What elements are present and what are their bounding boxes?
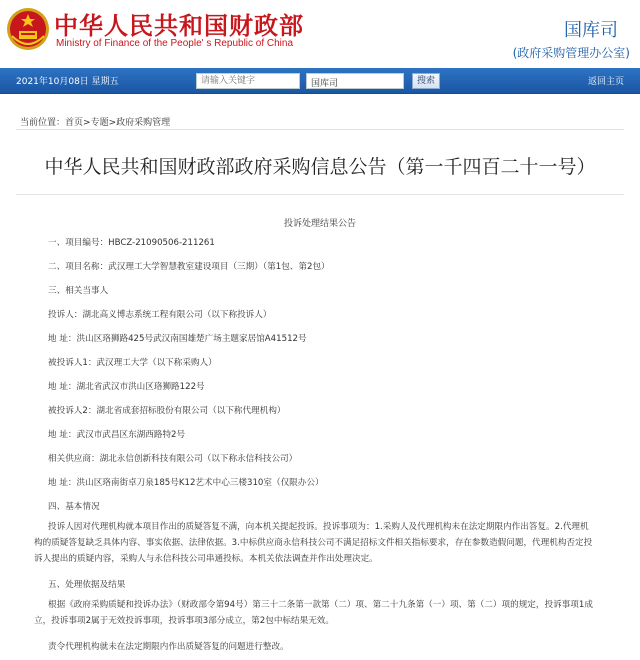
- respondent-1-address: 地 址：湖北省武汉市洪山区珞狮路122号: [48, 382, 205, 392]
- search-input[interactable]: [196, 73, 300, 89]
- basic-info-paragraph: 投诉人因对代理机构就本项目作出的质疑答复不满，向本机关提起投诉。投诉事项为：1.采购人及代理机构未在法定期限内作出答复。2.代理机构的质疑答复缺乏具体内容、事实依据、法律依据。3.中标供应商永信科技公司不满足招标文件相关指标要求，存在参数造假问题，代理机构否定投诉人提出的质疑内容，采购人与永信科技公司串通投标。本机关依法调查并作出处理决定。: [34, 522, 593, 564]
- breadcrumb-prefix: 当前位置：: [20, 118, 66, 128]
- search-scope-field[interactable]: 国库司: [306, 73, 404, 89]
- breadcrumb-item-home[interactable]: 首页: [65, 118, 84, 128]
- national-emblem-icon: [6, 6, 50, 52]
- respondent-2: 被投诉人2：湖北省成套招标股份有限公司（以下称代理机构）: [48, 406, 286, 416]
- breadcrumb-separator: >: [83, 118, 91, 128]
- breadcrumb: [20, 115, 170, 128]
- article-subtitle: 投诉处理结果公告: [283, 219, 356, 229]
- breadcrumb-item-procurement[interactable]: 政府采购管理: [116, 118, 171, 128]
- related-supplier: 相关供应商：湖北永信创新科技有限公司（以下称永信科技公司）: [48, 454, 298, 464]
- related-supplier-address: 地 址：洪山区珞南街卓刀泉185号K12艺术中心三楼310室（仅限办公）: [48, 478, 324, 488]
- rectification-order: 责令代理机构就未在法定期限内作出质疑答复的问题进行整改。: [48, 642, 289, 652]
- department-subtitle: (政府采购管理办公室): [512, 46, 630, 60]
- result-paragraph: 根据《政府采购质疑和投诉办法》（财政部令第94号）第三十二条第一款第（二）项、第二十九条第（一）项、第（二）项的规定，投诉事项1成立，投诉事项2属于无效投诉事项，投诉事项3部分成立，第2包中标结果无效。: [34, 600, 593, 626]
- ministry-name-en: Ministry of Finance of the People' s Republic of China: [56, 38, 294, 49]
- section-heading-basic-info: 四、基本情况: [48, 502, 100, 512]
- divider: [16, 129, 624, 130]
- complainant-address: 地 址：洪山区珞狮路425号武汉南国雄楚广场主题家居馆A41512号: [48, 334, 307, 344]
- project-name: 二、项目名称：武汉理工大学智慧教室建设项目（三期）（第1包、第2包）: [48, 262, 330, 272]
- section-heading-result: 五、处理依据及结果: [48, 580, 126, 590]
- department-title: 国库司: [564, 20, 618, 41]
- section-heading-parties: 三、相关当事人: [48, 286, 109, 296]
- home-link[interactable]: 返回主页: [587, 77, 624, 87]
- search-button[interactable]: 搜索: [412, 73, 440, 89]
- complainant: 投诉人：湖北高义博志系统工程有限公司（以下称投诉人）: [48, 310, 272, 320]
- respondent-2-address: 地 址：武汉市武昌区东湖西路特2号: [48, 430, 186, 440]
- ministry-name-cn: 中华人民共和国财政部: [54, 12, 304, 40]
- nav-bar: [0, 68, 640, 94]
- page-title: 中华人民共和国财政部政府采购信息公告（第一千四百二十一号）: [44, 156, 596, 178]
- project-number: 一、项目编号：HBCZ-21090506-211261: [48, 238, 215, 248]
- divider: [16, 194, 624, 195]
- breadcrumb-item-topics[interactable]: 专题: [90, 118, 109, 128]
- breadcrumb-separator: >: [108, 118, 117, 128]
- site-header: [0, 0, 640, 66]
- current-date: 2021年10月08日 星期五: [16, 77, 119, 87]
- respondent-1: 被投诉人1：武汉理工大学（以下称采购人）: [48, 358, 217, 368]
